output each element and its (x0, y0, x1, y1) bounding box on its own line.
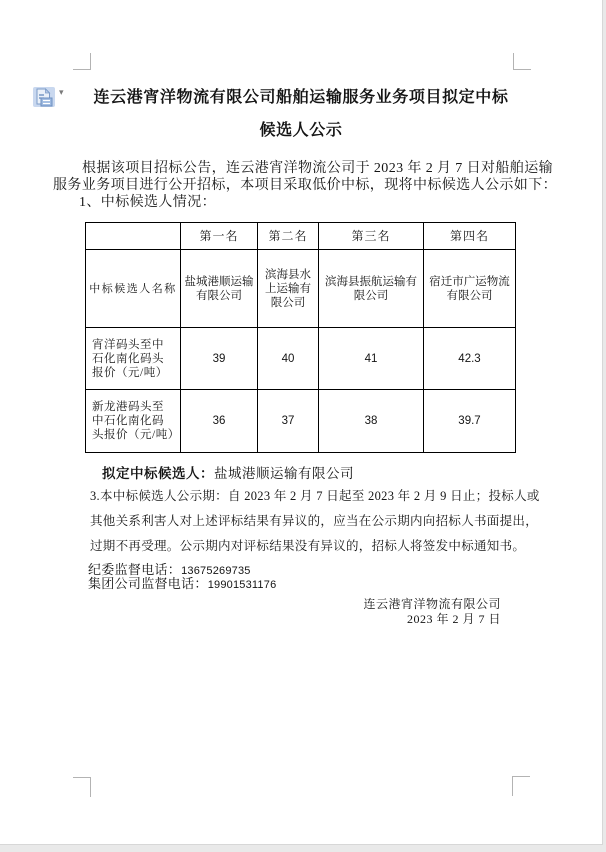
table-header-cell: 第四名 (424, 223, 516, 250)
row-label-cell: 宵洋码头至中石化南化码头报价（元/吨） (86, 328, 181, 390)
table-header-row (86, 223, 516, 250)
table-cell: 滨海县振航运输有限公司 (319, 250, 424, 328)
table-cell: 41 (319, 328, 424, 390)
table-cell: 盐城港顺运输有限公司 (181, 250, 258, 328)
section-1-heading: 1、中标候选人情况： (79, 195, 216, 210)
table-row (86, 328, 516, 390)
table-cell: 宿迁市广运物流有限公司 (424, 250, 516, 328)
table-cell: 滨海县水上运输有限公司 (258, 250, 319, 328)
discipline-phone-label: 纪委监督电话： (88, 562, 182, 577)
table-header-cell: 第二名 (258, 223, 319, 250)
margin-mark-bottom-right (512, 776, 530, 796)
table-header-cell (86, 223, 181, 250)
table-header-cell: 第一名 (181, 223, 258, 250)
margin-mark-top-left (73, 53, 91, 70)
signature-date: 2023 年 2 月 7 日 (406, 612, 501, 626)
margin-mark-top-right (513, 53, 531, 70)
table-cell: 38 (319, 390, 424, 453)
notice-paragraph-line3: 过期不再受理。公示期内对评标结果没有异议的，招标人将签发中标通知书。 (90, 539, 526, 553)
table-cell: 36 (181, 390, 258, 453)
group-phone-line (88, 577, 276, 592)
proposed-candidate-line (102, 462, 354, 482)
discipline-phone-number: 13675269735 (181, 565, 251, 577)
notice-paragraph-line1: 3.本中标候选人公示期：自 2023 年 2 月 7 日起至 2023 年 2 月 9 日止；投标人或 (90, 489, 540, 503)
intro-paragraph-line2: 服务业务项目进行公开招标，本项目采取低价中标，现将中标候选人公示如下： (53, 178, 557, 193)
document-title-line1: 连云港宵洋物流有限公司船舶运输服务业务项目拟定中标 (93, 89, 509, 106)
margin-mark-bottom-left (73, 777, 91, 797)
notice-paragraph-line2: 其他关系利害人对上述评标结果有异议的，应当在公示期内向招标人书面提出， (90, 514, 539, 528)
table-cell: 42.3 (424, 328, 516, 390)
table-header-cell: 第三名 (319, 223, 424, 250)
signature-company: 连云港宵洋物流有限公司 (363, 597, 501, 611)
proposed-candidate-value: 盐城港顺运输有限公司 (214, 466, 354, 481)
table-row (86, 390, 516, 453)
table-row (86, 250, 516, 328)
proposed-candidate-label: 拟定中标候选人： (102, 466, 214, 481)
table-cell: 39.7 (424, 390, 516, 453)
dropdown-arrow-icon[interactable]: ▾ (59, 88, 64, 98)
intro-paragraph-line1: 根据该项目招标公告，连云港宵洋物流公司于 2023 年 2 月 7 日对船舶运输 (82, 161, 553, 176)
table-cell: 39 (181, 328, 258, 390)
document-title-line2: 候选人公示 (259, 122, 343, 139)
group-phone-number: 19901531176 (207, 579, 277, 591)
table-cell: 37 (258, 390, 319, 453)
row-label-cell: 中标候选人名称 (86, 250, 181, 328)
candidates-table (85, 222, 516, 453)
row-label-cell: 新龙港码头至中石化南化码头报价（元/吨） (86, 390, 181, 453)
table-cell: 40 (258, 328, 319, 390)
group-phone-label: 集团公司监督电话： (88, 576, 208, 591)
